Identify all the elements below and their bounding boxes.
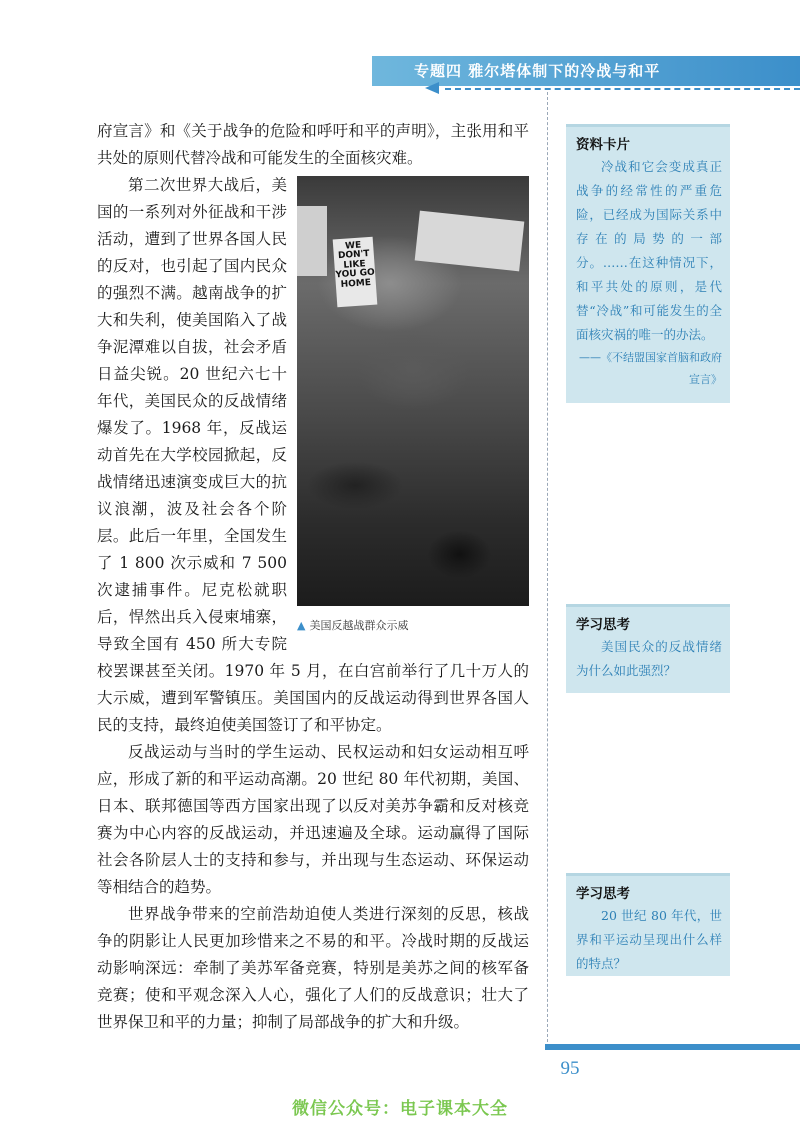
resource-card-text: 冷战和它会变成真正战争的经常性的严重危险，已经成为国际关系中存在的局势的一部分。……在这种情况下，和平共处的原则，是代替“冷战”和可能发生的全面核灾祸的唯一的办法。 [576, 159, 722, 342]
protest-banner [415, 211, 525, 272]
paragraph-4: 世界战争带来的空前浩劫迫使人类进行深刻的反思，核战争的阴影让人民更加珍惜来之不易的和平。冷战时期的反战运动影响深远：牵制了美苏军备竞赛，特别是美苏之间的核军备竞赛；使和平观念深入人心，强化了人们的反战意识；壮大了世界保卫和平的力量；抑制了局部战争的扩大和升级。 [97, 905, 529, 1031]
think-card-2-text: 20 世纪 80 年代，世界和平运动呈现出什么样的特点？ [576, 908, 722, 971]
think-card-1-heading: 学习思考 [576, 617, 630, 633]
chapter-title: 专题四 雅尔塔体制下的冷战与和平 [414, 62, 661, 80]
resource-card-body [566, 155, 730, 397]
paragraph-1: 府宣言》和《关于战争的危险和呼吁和平的声明》，主张用和平共处的原则代替冷战和可能发生的全面核灾难。 [97, 122, 529, 167]
protest-sign-we-dont-like-you: WE DON'T LIKE YOU GO HOME [333, 237, 378, 308]
think-card-2-heading: 学习思考 [576, 886, 630, 902]
protest-sign-left [297, 206, 327, 276]
think-card-1-text: 美国民众的反战情绪为什么如此强烈？ [576, 639, 722, 678]
footer-bar [545, 1044, 800, 1050]
resource-card [566, 124, 730, 403]
paragraph-3: 反战运动与当时的学生运动、民权运动和妇女运动相互呼应，形成了新的和平运动高潮。20 世纪 80 年代初期，美国、日本、联邦德国等西方国家出现了以反对美苏争霸和反对核竞赛为中心内容的反战运动，并迅速遍及全球。运动赢得了国际社会各阶层人士的支持和参与，并出现与生态运动、环保运动等相结合的趋势。 [97, 743, 529, 896]
figure-caption [297, 612, 529, 639]
figure-caption-text: 美国反越战群众示威 [309, 619, 409, 632]
think-card-2-body [566, 904, 730, 982]
paragraph-2: 第二次世界大战后，美国的一系列对外征战和干涉活动，遭到了世界各国人民的反对，也引起了国内民众的强烈不满。越南战争的扩大和失利，使美国陷入了战争泥潭难以自拔，社会矛盾日益尖锐。20 世纪六七十年代，美国民众的反战情绪爆发了。1968 年，反战运动首先在大学校园掀起，反战情绪迅速演变成巨大的抗议浪潮，波及社会各个阶层。此后一年里，全国发生了 1 800 次示威和 7 500 次逮捕事件。尼克松就职后，悍然出兵入侵柬埔寨，导致全国有 450 所大专院校罢课甚至关闭。1970 年 5 月，在白宫前举行了几十万人的大示威，遭到军警镇压。美国国内的反战运动得到世界各国人民的支持，最终迫使美国签订了和平协定。 [97, 176, 529, 734]
header-divider [445, 88, 800, 90]
triangle-icon: ▲ [297, 619, 306, 632]
think-card-2 [566, 873, 730, 976]
protest-figure [297, 176, 529, 632]
arrow-left-icon [425, 82, 439, 94]
watermark: 微信公众号：电子课本大全 [292, 1099, 508, 1119]
main-text [97, 118, 529, 1036]
think-card-1 [566, 604, 730, 693]
resource-card-heading: 资料卡片 [576, 137, 630, 153]
page-number: 95 [560, 1058, 580, 1079]
protest-photo [297, 176, 529, 606]
column-divider [547, 92, 548, 1042]
resource-card-source: ——《不结盟国家首脑和政府宣言》 [579, 351, 722, 386]
think-card-1-body [566, 635, 730, 689]
